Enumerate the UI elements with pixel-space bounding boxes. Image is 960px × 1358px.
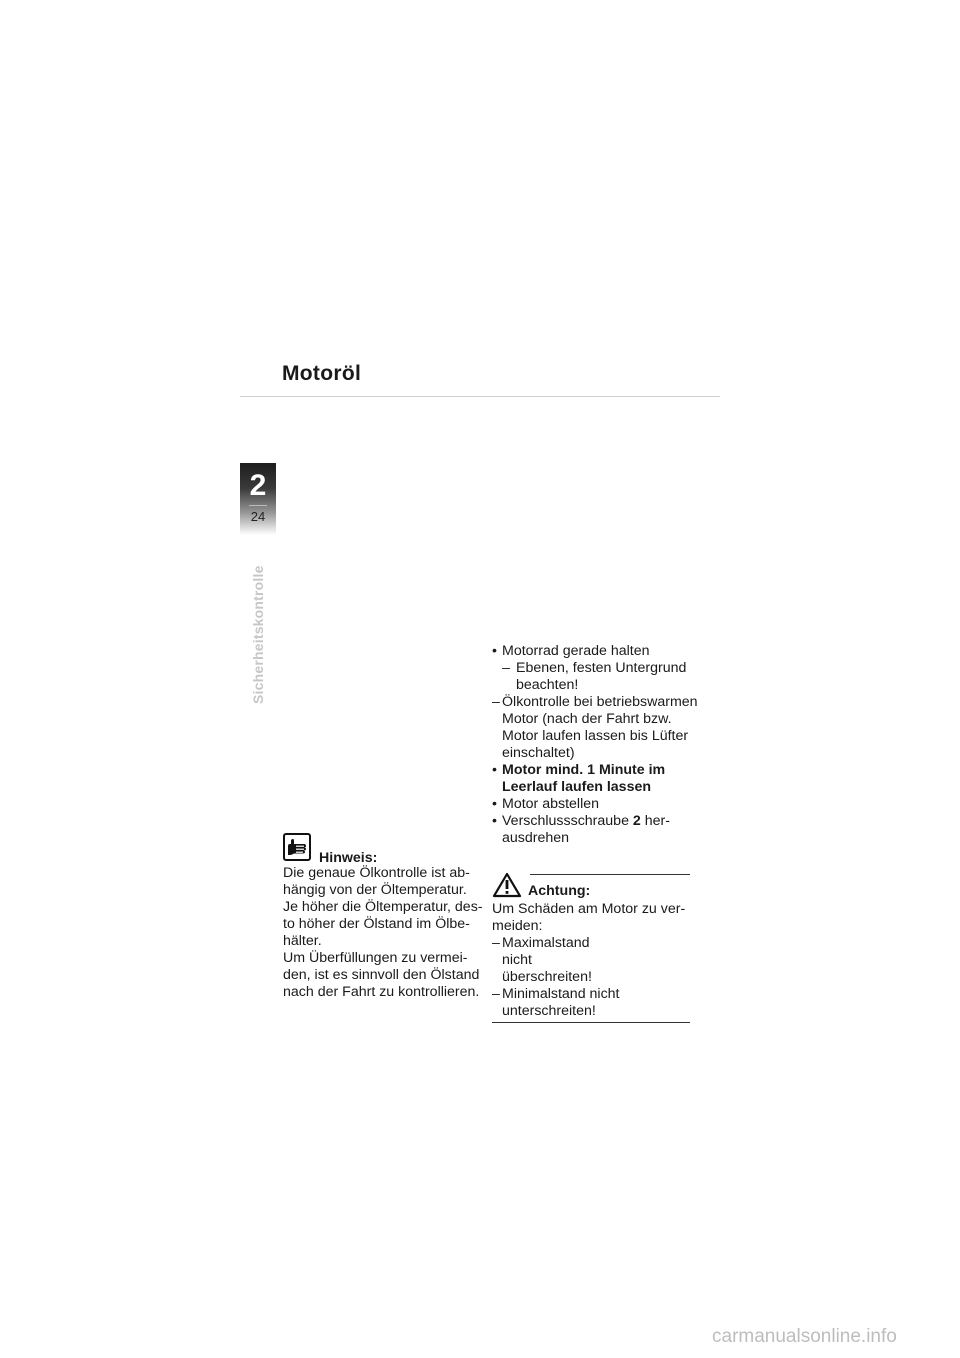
hint-line: nach der Fahrt zu kontrollieren. (283, 984, 480, 1000)
step-item (492, 694, 702, 762)
dash-mark: – (492, 935, 500, 951)
hint-line: Die genaue Ölkontrolle ist ab- (283, 865, 470, 881)
hint-label: Hinweis: (319, 850, 378, 866)
page-title: Motoröl (282, 362, 362, 385)
warning-line: Um Schäden am Motor zu ver- (492, 901, 686, 917)
hint-line: Um Überfüllungen zu vermei- (283, 950, 468, 966)
bullet-mark: • (492, 813, 497, 829)
step-text: Motor abstellen (502, 796, 599, 812)
hint-block (283, 833, 488, 1001)
title-rule (240, 396, 720, 397)
dash-mark: – (492, 694, 500, 710)
warning-item-text: Maximalstand nicht überschreiten! (502, 935, 592, 985)
step-text-bold: Motor mind. 1 Minute im Leerlauf laufen lassen (502, 762, 666, 795)
dash-mark: – (492, 986, 500, 1002)
chapter-number: 2 (249, 469, 267, 502)
bullet-mark: • (492, 796, 497, 812)
chapter-tab (240, 463, 276, 535)
hint-line: hälter. (283, 933, 322, 949)
step-text: Verschlussschraube (502, 813, 633, 829)
warning-item-text: Minimalstand nicht unterschreiten! (502, 986, 620, 1019)
warning-line: meiden: (492, 918, 543, 934)
step-item (502, 660, 702, 694)
bullet-mark: • (492, 762, 497, 778)
hint-header (283, 833, 488, 865)
step-text: herausdrehen (502, 813, 670, 846)
bullet-mark: • (492, 643, 497, 659)
step-item (492, 643, 702, 660)
chapter-divider (249, 505, 267, 506)
step-text: Ebenen, festen Untergrund beachten! (516, 660, 687, 693)
warning-header (492, 874, 690, 898)
warning-item (492, 935, 690, 986)
step-item (492, 813, 702, 847)
hint-hand-icon (283, 833, 311, 861)
warning-body (492, 901, 690, 1020)
warning-label: Achtung: (528, 883, 591, 899)
part-number: 2 (632, 813, 641, 829)
procedure-steps (492, 643, 702, 847)
side-section-label: Sicherheitskontrolle (250, 565, 266, 704)
watermark: carmanualsonline.info (712, 1326, 897, 1347)
hint-line: hängig von der Öltemperatur. (283, 882, 467, 898)
hint-line: to höher der Ölstand im Ölbe- (283, 916, 470, 932)
step-item (492, 796, 702, 813)
step-text: Motorrad gerade halten (502, 643, 650, 659)
hint-line: den, ist es sinnvoll den Ölstand (283, 967, 480, 983)
warning-item (492, 986, 690, 1020)
warning-triangle-icon (492, 872, 522, 898)
step-text: Ölkontrolle bei betriebswarmen Motor (nach der Fahrt bzw. Motor laufen lassen bis Lüfter einschaltet) (502, 694, 698, 761)
step-item (492, 762, 702, 796)
page-number: 24 (250, 509, 266, 524)
warning-bottom-rule (492, 1022, 690, 1023)
dash-mark: – (502, 660, 510, 676)
warning-block (492, 874, 690, 1023)
hint-line: Je höher die Öltemperatur, des- (283, 899, 483, 915)
